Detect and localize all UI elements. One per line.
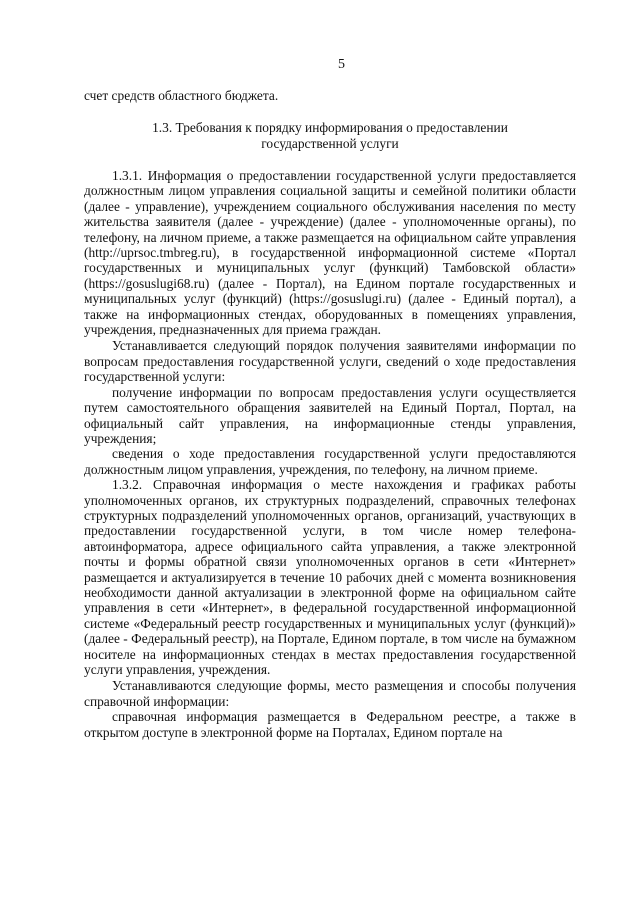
paragraph-1-3-1: 1.3.1. Информация о предоставлении государственной услуги предоставляется должностным лицом управления социальной защиты и семейной политики области (далее - управление), учреждением социального обслуживания населения по месту жительства заявителя (далее - учреждение) (далее - уполномоченные органы), по телефону, на личном приеме, а также размещается на официальном сайте управления (http://uprsoc.tmbreg.ru), в государственной информационной системе «Портал государственных и муниципальных услуг (функций) Тамбовской области» (https://gosuslugi68.ru) (далее - Портал), на Едином портале государственных и муниципальных услуг (функций) (https://gosuslugi.ru) (далее - Единый портал), а также на информационных стендах, оборудованных в помещениях управления, учреждения, предназначенных для приема граждан.	[84, 168, 576, 338]
continuation-line	[84, 88, 576, 103]
paragraph-continuation: счет средств областного бюджета.	[84, 88, 279, 103]
section-heading-line-2: государственной услуги	[261, 136, 399, 151]
section-heading	[84, 120, 576, 152]
paragraph-procedure: Устанавливается следующий порядок получения заявителями информации по вопросам предоставления государственной услуги, сведений о ходе предоставления государственной услуги:	[84, 338, 576, 385]
section-heading-line-1: 1.3. Требования к порядку информирования о предоставлении	[152, 120, 508, 135]
paragraph-reference-info: справочная информация размещается в Федеральном реестре, а также в открытом доступе в электронной форме на Порталах, Едином портале на	[84, 709, 576, 740]
paragraph-1-3-2: 1.3.2. Справочная информация о месте нахождения и графиках работы уполномоченных органов, их структурных подразделений, справочных телефонах структурных подразделений уполномоченных органов, организаций, участвующих в предоставлении государственной услуги, в том числе номер телефона-автоинформатора, адресе официального сайта управления, а также электронной почты и формы обратной связи уполномоченных органов в сети «Интернет» размещается и актуализируется в течение 10 рабочих дней с момента возникновения необходимости данной актуализации в электронной форме на официальном сайте управления в сети «Интернет», в федеральной государственной информационной системе «Федеральный реестр государственных и муниципальных услуг (функций)» (далее - Федеральный реестр), на Портале, Едином портале, в том числе на бумажном носителе на информационных стендах в местах предоставления государственной услуги управления, учреждения.	[84, 477, 576, 677]
section-body	[84, 168, 576, 740]
paragraph-forms: Устанавливаются следующие формы, место размещения и способы получения справочной информации:	[84, 678, 576, 709]
paragraph-progress-info: сведения о ходе предоставления государственной услуги предоставляются должностным лицом управления, учреждения, по телефону, на личном приеме.	[84, 446, 576, 477]
paragraph-getting-info: получение информации по вопросам предоставления услуги осуществляется путем самостоятельного обращения заявителей на Единый Портал, Портал, на официальный сайт управления, на информационные стенды управления, учреждения;	[84, 384, 576, 446]
page-number: 5	[338, 57, 345, 72]
